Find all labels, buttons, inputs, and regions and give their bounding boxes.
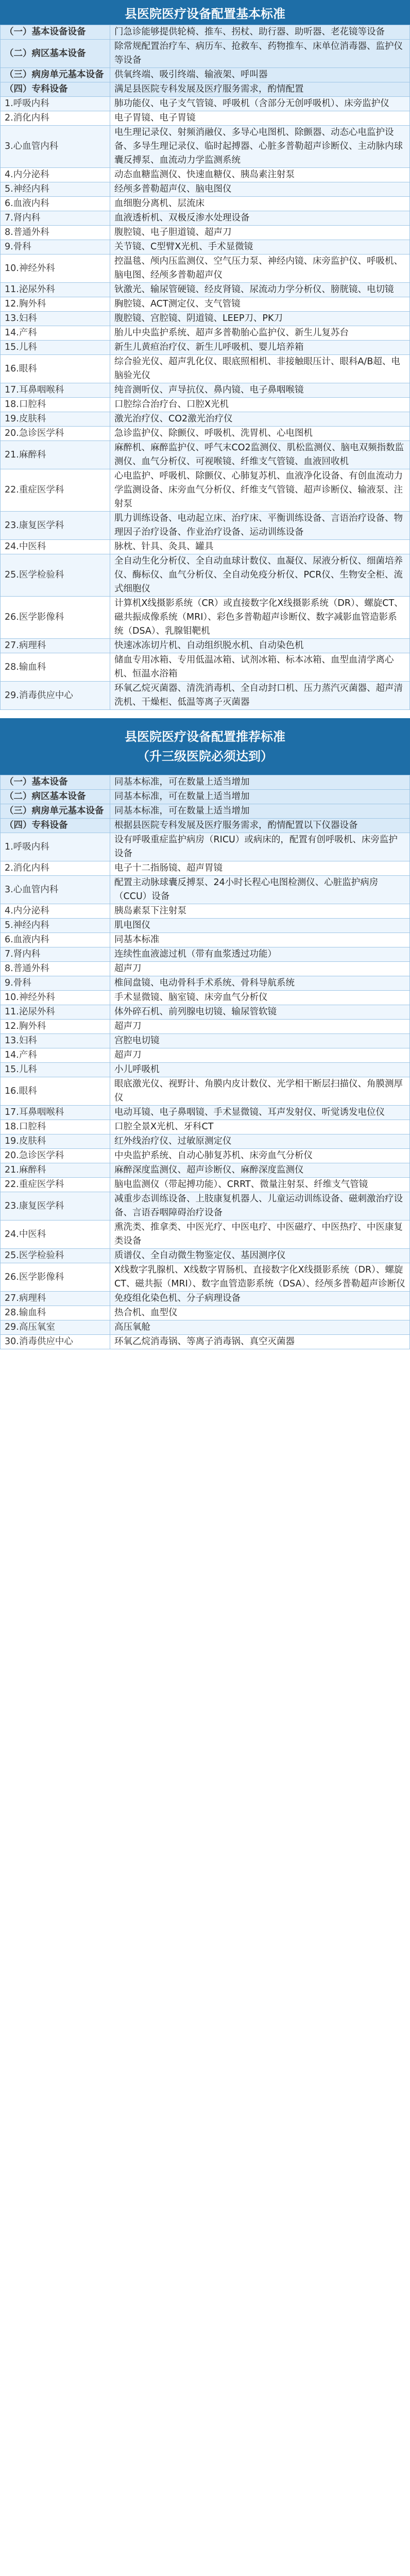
table-row (1, 197, 410, 211)
department-cell: 16.眼科 (1, 355, 110, 383)
table-row (1, 1077, 410, 1106)
table-row (1, 297, 410, 312)
department-cell: 27.病理科 (1, 639, 110, 653)
department-cell: 2.消化内科 (1, 861, 110, 876)
department-cell: 14.产科 (1, 326, 110, 341)
table-row (1, 111, 410, 126)
department-cell: 8.普通外科 (1, 226, 110, 240)
section1-title-text: 县医院医疗设备配置基本标准 (125, 6, 285, 21)
equipment-cell: 口腔综合治疗台、口腔X光机 (110, 398, 410, 412)
department-cell: 11.泌尿外科 (1, 1005, 110, 1020)
section1-title (0, 0, 410, 25)
department-cell: 19.皮肤科 (1, 412, 110, 427)
equipment-cell: 急诊监护仪、除颤仪、呼吸机、洗胃机、心电图机 (110, 427, 410, 441)
department-cell: 11.泌尿外科 (1, 283, 110, 297)
equipment-cell: X线数字乳腺机、X线数字胃肠机、直接数字化X线摄影系统（DR）、螺旋CT、磁共振（MRI）、数字血管造影系统（DSA）、经颅多普勒超声诊断仪 (110, 1263, 410, 1292)
equipment-cell: 动态血糖监测仪、快速血糖仪、胰岛素注射泵 (110, 168, 410, 182)
table-row (1, 255, 410, 283)
equipment-cell: 供氧终端、吸引终端、输液架、呼叫器 (110, 68, 410, 82)
table-row (1, 1249, 410, 1263)
table-row (1, 775, 410, 790)
department-cell: （四）专科设备 (1, 82, 110, 97)
table-row (1, 182, 410, 197)
equipment-cell: 除常规配置治疗车、病历车、抢救车、药物推车、床单位消毒器、监护仪等设备 (110, 40, 410, 68)
department-cell: 28.输血科 (1, 1306, 110, 1320)
recommended-standard-table (0, 775, 410, 1349)
table-row (1, 1335, 410, 1349)
department-cell: 12.胸外科 (1, 1020, 110, 1034)
table-row (1, 341, 410, 355)
table-row (1, 469, 410, 512)
table-row (1, 991, 410, 1005)
table-row (1, 126, 410, 168)
department-cell: 21.麻醉科 (1, 1163, 110, 1178)
equipment-cell: 肌电图仪 (110, 919, 410, 933)
table-row (1, 904, 410, 919)
table-row (1, 554, 410, 597)
table-row (1, 168, 410, 182)
department-cell: 17.耳鼻咽喉科 (1, 383, 110, 398)
department-cell: 22.重症医学科 (1, 469, 110, 512)
department-cell: 21.麻醉科 (1, 441, 110, 469)
equipment-cell: 超声刀 (110, 1020, 410, 1034)
table-row (1, 653, 410, 682)
department-cell: 26.医学影像科 (1, 1263, 110, 1292)
table-row (1, 82, 410, 97)
department-cell: 19.皮肤科 (1, 1134, 110, 1149)
table-row (1, 1048, 410, 1063)
equipment-cell: 环氧乙烷消毒锅、等离子消毒锅、真空灭菌器 (110, 1335, 410, 1349)
equipment-cell: 纯音测听仪、声导抗仪、鼻内镜、电子鼻咽喉镜 (110, 383, 410, 398)
department-cell: 13.妇科 (1, 1034, 110, 1048)
equipment-cell: 胎儿中央监护系统、超声多普勒胎心监护仪、新生儿复苏台 (110, 326, 410, 341)
department-cell: 24.中医科 (1, 540, 110, 554)
department-cell: 15.儿科 (1, 341, 110, 355)
section2-title-line2: （升三级医院必须达到） (137, 749, 273, 764)
table-row (1, 1306, 410, 1320)
section2-title (0, 718, 410, 775)
table-row (1, 1320, 410, 1335)
department-cell: 6.血液内科 (1, 197, 110, 211)
recommended-standard-table-body (1, 775, 410, 1349)
equipment-cell: 高压氧舱 (110, 1320, 410, 1335)
department-cell: 12.胸外科 (1, 297, 110, 312)
table-row (1, 861, 410, 876)
equipment-cell: 小儿呼吸机 (110, 1063, 410, 1077)
equipment-cell: 电子胃镜、电子胃镜 (110, 111, 410, 126)
department-cell: （二）病区基本设备 (1, 790, 110, 804)
equipment-cell: 激光治疗仪、CO2激光治疗仪 (110, 412, 410, 427)
basic-standard-table (0, 25, 410, 710)
equipment-cell: 红外线治疗仪、过敏原测定仪 (110, 1134, 410, 1149)
table-row (1, 1134, 410, 1149)
equipment-cell: 经颅多普勒超声仪、脑电图仪 (110, 182, 410, 197)
department-cell: 13.妇科 (1, 312, 110, 326)
table-row (1, 1163, 410, 1178)
department-cell: 7.肾内科 (1, 947, 110, 962)
table-row (1, 398, 410, 412)
department-cell: 8.普通外科 (1, 962, 110, 976)
department-cell: 7.肾内科 (1, 211, 110, 226)
equipment-cell: 免疫组化染色机、分子病理设备 (110, 1292, 410, 1306)
equipment-cell: 椎间盘镜、电动骨科手术系统、骨科导航系统 (110, 976, 410, 991)
table-row (1, 1063, 410, 1077)
table-row (1, 819, 410, 833)
section-gap (0, 710, 410, 718)
equipment-cell: 宫腔电切镜 (110, 1034, 410, 1048)
equipment-cell: 质谱仪、全自动微生物鉴定仪、基因测序仪 (110, 1249, 410, 1263)
table-row (1, 1106, 410, 1120)
equipment-cell: 熏洗类、推拿类、中医光疗、中医电疗、中医磁疗、中医热疗、中医康复类设备 (110, 1221, 410, 1249)
table-row (1, 1192, 410, 1221)
table-row (1, 976, 410, 991)
department-cell: （四）专科设备 (1, 819, 110, 833)
table-row (1, 1005, 410, 1020)
table-row (1, 383, 410, 398)
department-cell: 22.重症医学科 (1, 1178, 110, 1192)
department-cell: （二）病区基本设备 (1, 40, 110, 68)
equipment-cell: 连续性血液滤过机（带有血浆透过功能） (110, 947, 410, 962)
department-cell: 10.神经外科 (1, 991, 110, 1005)
table-row (1, 427, 410, 441)
department-cell: 16.眼科 (1, 1077, 110, 1106)
department-cell: 5.神经内科 (1, 919, 110, 933)
table-row (1, 211, 410, 226)
equipment-cell: 减重步态训练设备、上肢康复机器人、儿童运动训练设备、磁刺激治疗设备、言语吞咽障碍治疗设备 (110, 1192, 410, 1221)
table-row (1, 97, 410, 111)
equipment-cell: 环氧乙烷灭菌器、清洗消毒机、全自动封口机、压力蒸汽灭菌器、超声清洗机、干燥柜、低温等离子灭菌器 (110, 682, 410, 710)
table-row (1, 355, 410, 383)
department-cell: （三）病房单元基本设备 (1, 804, 110, 819)
department-cell: 4.内分泌科 (1, 904, 110, 919)
equipment-cell: 肌力训练设备、电动起立床、治疗床、平衡训练设备、言语治疗设备、物理因子治疗设备、作业治疗设备、运动训练设备 (110, 512, 410, 540)
department-cell: （三）病房单元基本设备 (1, 68, 110, 82)
department-cell: 9.骨科 (1, 240, 110, 255)
equipment-cell: 中央监护系统、自动心肺复苏机、床旁血气分析仪 (110, 1149, 410, 1163)
table-row (1, 876, 410, 904)
equipment-cell: 同基本标准 (110, 933, 410, 947)
equipment-cell: 同基本标准，可在数量上适当增加 (110, 775, 410, 790)
equipment-cell: 设有呼吸重症监护病房（RICU）或病床的，配置有创呼吸机、床旁监护设备 (110, 833, 410, 861)
equipment-cell: 胰岛素泵下注射泵 (110, 904, 410, 919)
department-cell: 1.呼吸内科 (1, 833, 110, 861)
equipment-cell: 满足县医院专科发展及医疗服务需求，酌情配置 (110, 82, 410, 97)
department-cell: 29.消毒供应中心 (1, 682, 110, 710)
table-row (1, 962, 410, 976)
table-row (1, 68, 410, 82)
department-cell: 18.口腔科 (1, 1120, 110, 1134)
table-row (1, 1221, 410, 1249)
table-row (1, 1149, 410, 1163)
table-row (1, 1292, 410, 1306)
table-row (1, 833, 410, 861)
department-cell: 24.中医科 (1, 1221, 110, 1249)
equipment-cell: 电子十二指肠镜、超声胃镜 (110, 861, 410, 876)
equipment-cell: 配置主动脉球囊反搏泵、24小时长程心电图检测仪、心脏监护病房（CCU）设备 (110, 876, 410, 904)
table-row (1, 312, 410, 326)
department-cell: 23.康复医学科 (1, 1192, 110, 1221)
table-row (1, 597, 410, 639)
equipment-cell: 心电监护、呼吸机、除颤仪、心肺复苏机、血液净化设备、有创血流动力学监测设备、床旁血气分析仪、纤维支气管镜、超声诊断仪、输液泵、注射泵 (110, 469, 410, 512)
department-cell: 18.口腔科 (1, 398, 110, 412)
equipment-cell: 血液透析机、双极反渗水处理设备 (110, 211, 410, 226)
table-row (1, 25, 410, 40)
equipment-cell: 新生儿黄疸治疗仪、新生儿呼吸机、婴儿培养箱 (110, 341, 410, 355)
department-cell: （一）基本设备 (1, 775, 110, 790)
table-row (1, 1034, 410, 1048)
table-row (1, 512, 410, 540)
department-cell: 23.康复医学科 (1, 512, 110, 540)
equipment-cell: 电动耳镜、电子鼻咽镜、手术显微镜、耳声发射仪、听觉诱发电位仪 (110, 1106, 410, 1120)
department-cell: 28.输血科 (1, 653, 110, 682)
table-row (1, 412, 410, 427)
department-cell: 27.病理科 (1, 1292, 110, 1306)
equipment-cell: 快速冰冻切片机、自动组织脱水机、自动染色机 (110, 639, 410, 653)
table-row (1, 804, 410, 819)
department-cell: （一）基本设备设备 (1, 25, 110, 40)
equipment-cell: 肺功能仪、电子支气管镜、呼吸机（含部分无创呼吸机）、床旁监护仪 (110, 97, 410, 111)
equipment-cell: 门急诊能够提供轮椅、推车、拐杖、助行器、助听器、老花镜等设备 (110, 25, 410, 40)
equipment-cell: 眼底激光仪、视野计、角膜内皮计数仪、光学相干断层扫描仪、角膜测厚仪 (110, 1077, 410, 1106)
department-cell: 25.医学检验科 (1, 554, 110, 597)
equipment-cell: 血细胞分离机、层流床 (110, 197, 410, 211)
department-cell: 26.医学影像科 (1, 597, 110, 639)
equipment-cell: 麻醉机、麻醉监护仪、呼气末CO2监测仪、肌松监测仪、脑电双频指数监测仪、血气分析仪、可视喉镜、纤维支气管镜、血液回收机 (110, 441, 410, 469)
table-row (1, 283, 410, 297)
equipment-cell: 计算机X线摄影系统（CR）或直接数字化X线摄影系统（DR）、螺旋CT、磁共振成像系统（MRI）、彩色多普勒超声诊断仪、数字减影血管造影系统（DSA）、乳腺钼靶机 (110, 597, 410, 639)
department-cell: 20.急诊医学科 (1, 427, 110, 441)
department-cell: 3.心血管内科 (1, 126, 110, 168)
table-row (1, 933, 410, 947)
section2-title-line1: 县医院医疗设备配置推荐标准 (125, 730, 285, 744)
table-row (1, 947, 410, 962)
table-row (1, 1020, 410, 1034)
equipment-cell: 超声刀 (110, 1048, 410, 1063)
equipment-cell: 脑电监测仪（带起搏功能）、CRRT、微量注射泵、纤维支气管镜 (110, 1178, 410, 1192)
department-cell: 1.呼吸内科 (1, 97, 110, 111)
equipment-cell: 控温毯、颅内压监测仪、空气压力泵、神经内镜、床旁监护仪、呼吸机、脑电图、经颅多普勒超声仪 (110, 255, 410, 283)
table-row (1, 226, 410, 240)
equipment-cell: 同基本标准，可在数量上适当增加 (110, 804, 410, 819)
equipment-cell: 脉枕、针具、灸具、罐具 (110, 540, 410, 554)
equipment-cell: 钬激光、输尿管硬镜、经皮肾镜、尿流动力学分析仪、膀胱镜、电切镜 (110, 283, 410, 297)
department-cell: 6.血液内科 (1, 933, 110, 947)
table-row (1, 326, 410, 341)
table-row (1, 40, 410, 68)
equipment-cell: 体外碎石机、前列腺电切镜、输尿管软镜 (110, 1005, 410, 1020)
equipment-cell: 根据县医院专科发展及医疗服务需求，酌情配置以下仪器设备 (110, 819, 410, 833)
department-cell: 29.高压氧室 (1, 1320, 110, 1335)
department-cell: 17.耳鼻咽喉科 (1, 1106, 110, 1120)
table-row (1, 682, 410, 710)
equipment-cell: 超声刀 (110, 962, 410, 976)
table-row (1, 1263, 410, 1292)
department-cell: 10.神经外科 (1, 255, 110, 283)
table-row (1, 639, 410, 653)
department-cell: 2.消化内科 (1, 111, 110, 126)
equipment-cell: 同基本标准，可在数量上适当增加 (110, 790, 410, 804)
department-cell: 14.产科 (1, 1048, 110, 1063)
department-cell: 3.心血管内科 (1, 876, 110, 904)
table-row (1, 790, 410, 804)
equipment-cell: 麻醉深度监测仪、超声诊断仪、麻醉深度监测仪 (110, 1163, 410, 1178)
department-cell: 9.骨科 (1, 976, 110, 991)
basic-standard-table-body (1, 25, 410, 710)
department-cell: 5.神经内科 (1, 182, 110, 197)
equipment-cell: 热合机、血型仪 (110, 1306, 410, 1320)
department-cell: 15.儿科 (1, 1063, 110, 1077)
equipment-cell: 腹腔镜、电子胆道镜、超声刀 (110, 226, 410, 240)
equipment-cell: 关节镜、C型臂X光机、手术显微镜 (110, 240, 410, 255)
table-row (1, 919, 410, 933)
table-row (1, 1120, 410, 1134)
table-row (1, 540, 410, 554)
department-cell: 25.医学检验科 (1, 1249, 110, 1263)
department-cell: 4.内分泌科 (1, 168, 110, 182)
equipment-cell: 电生理记录仪、射频消融仪、多导心电图机、除颤器、动态心电监护设备、多导生理记录仪、临时起搏器、心脏多普勒超声诊断仪、主动脉内球囊反搏泵、血流动力学监测系统 (110, 126, 410, 168)
table-row (1, 240, 410, 255)
department-cell: 30.消毒供应中心 (1, 1335, 110, 1349)
equipment-cell: 胸腔镜、ACT测定仪、支气管镜 (110, 297, 410, 312)
equipment-cell: 综合验光仪、超声乳化仪、眼底照相机、非接触眼压计、眼科A/B超、电脑验光仪 (110, 355, 410, 383)
equipment-cell: 储血专用冰箱、专用低温冰箱、试剂冰箱、标本冰箱、血型血清学离心机、恒温水浴箱 (110, 653, 410, 682)
equipment-cell: 手术显微镜、脑室镜、床旁血气分析仪 (110, 991, 410, 1005)
equipment-cell: 全自动生化分析仪、全自动血球计数仪、血凝仪、尿液分析仪、细菌培养仪、酶标仪、血气分析仪、全自动免疫分析仪、PCR仪、生物安全柜、流式细胞仪 (110, 554, 410, 597)
table-row (1, 1178, 410, 1192)
equipment-cell: 口腔全景X光机、牙科CT (110, 1120, 410, 1134)
table-row (1, 441, 410, 469)
department-cell: 20.急诊医学科 (1, 1149, 110, 1163)
equipment-cell: 腹腔镜、宫腔镜、阴道镜、LEEP刀、PK刀 (110, 312, 410, 326)
